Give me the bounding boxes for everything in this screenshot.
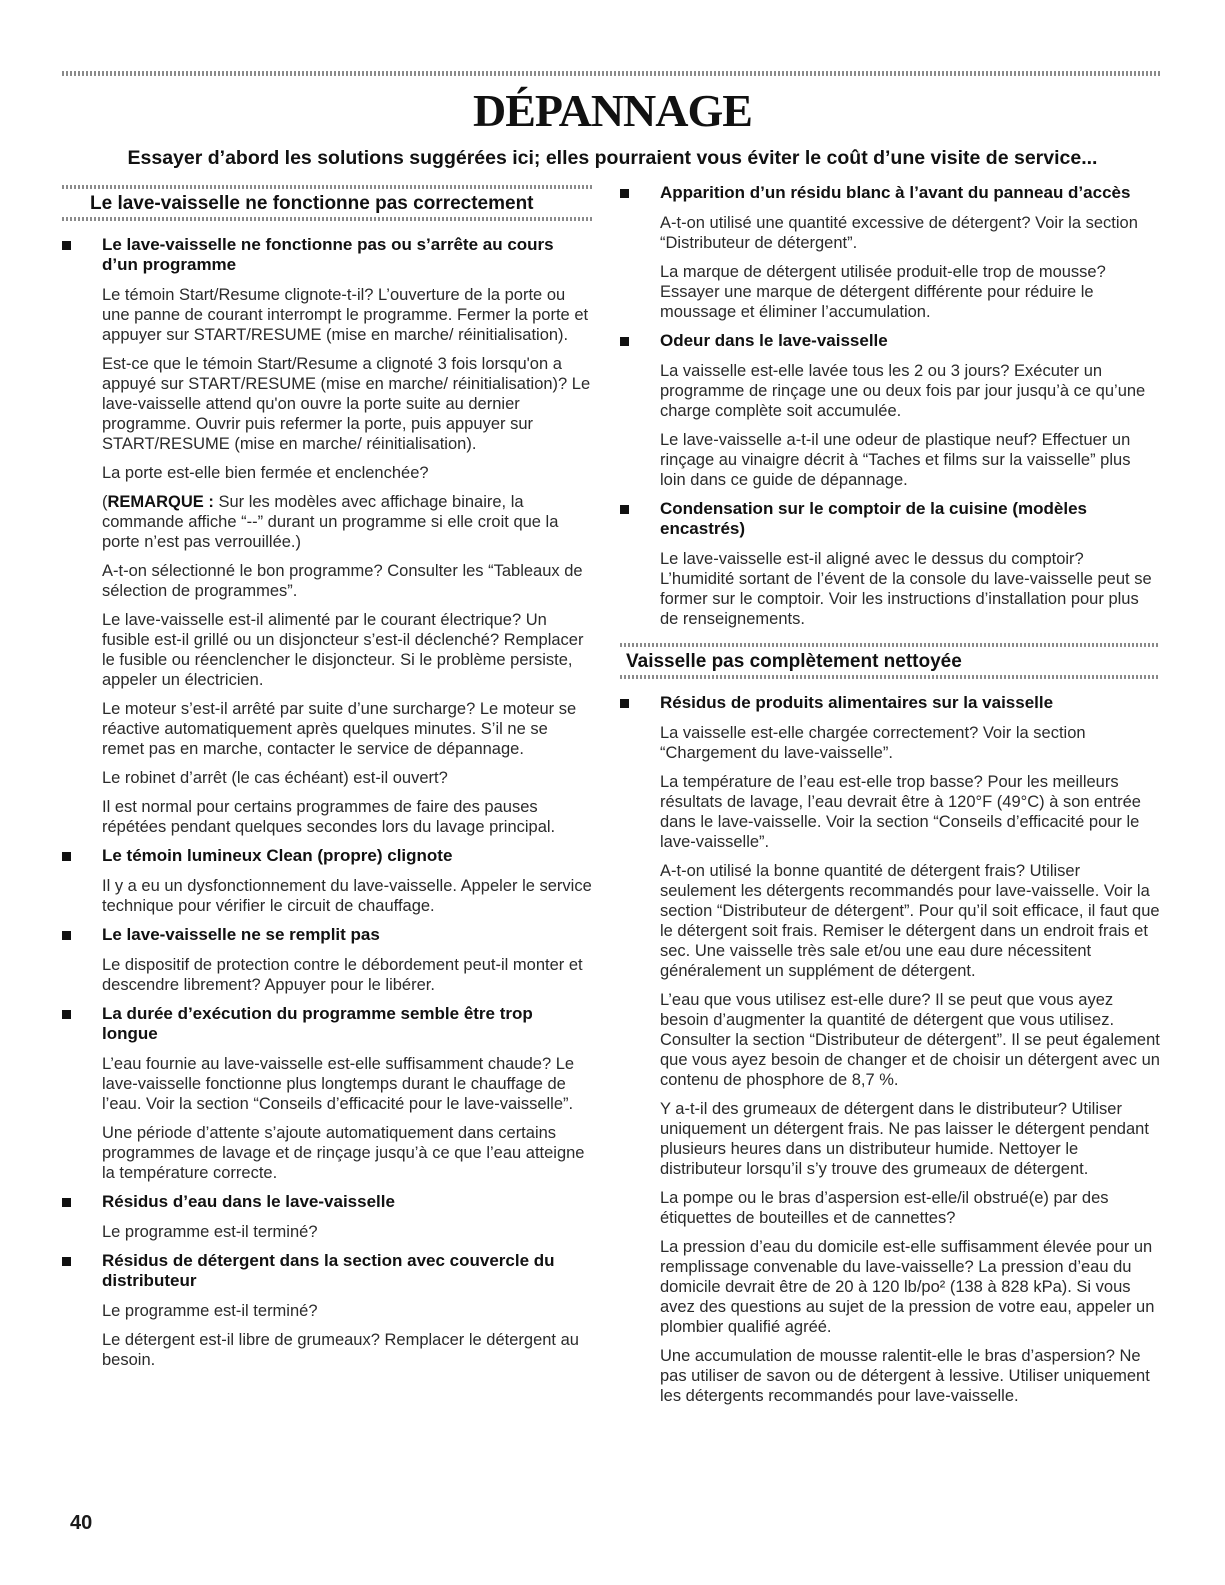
troubleshoot-item-clean-clignote — [62, 846, 592, 916]
item-paragraph: Y a-t-il des grumeaux de détergent dans le distributeur? Utiliser uniquement un détergent frais. Ne pas laisser le détergent pendant plusieurs heures dans un distributeur humide. Nettoyer le distributeur lorsqu’il s’y trouve des grumeaux de détergent. — [660, 1100, 1149, 1178]
troubleshoot-item-residu-blanc — [620, 183, 1160, 322]
item-title: Résidus de détergent dans la section avec couvercle du distributeur — [102, 1251, 555, 1290]
troubleshoot-item-residus-eau — [62, 1192, 592, 1242]
item-title: Résidus d’eau dans le lave-vaisselle — [102, 1192, 395, 1211]
item-paragraph: Une accumulation de mousse ralentit-elle le bras d’aspersion? Ne pas utiliser de savon ou de détergent à lessive. Utiliser uniquement les détergents recommandés pour lave-vaisselle. — [660, 1347, 1150, 1405]
item-paragraph: L’eau que vous utilisez est-elle dure? Il se peut que vous ayez besoin d’augmenter la quantité de détergent que vous utilisez. Consulter la section “Distributeur de détergent”. Il se peut également que vous ayez besoin de changer et de choisir un détergent avec un contenu de phosphore de 8,7 %. — [660, 991, 1160, 1089]
item-title: La durée d’exécution du programme semble être trop longue — [102, 1004, 533, 1043]
square-bullet-icon — [62, 931, 71, 940]
square-bullet-icon — [62, 241, 71, 250]
square-bullet-icon — [620, 505, 629, 514]
square-bullet-icon — [62, 1198, 71, 1207]
square-bullet-icon — [620, 337, 629, 346]
left-column — [62, 185, 592, 1379]
item-paragraph: Le lave-vaisselle a-t-il une odeur de plastique neuf? Effectuer un rinçage au vinaigre décrit à “Taches et films sur la vaisselle” plus loin dans ce guide de dépannage. — [660, 431, 1131, 489]
item-paragraph: La température de l’eau est-elle trop basse? Pour les meilleurs résultats de lavage, l’eau devrait être à 120°F (49°C) à son entrée dans le lave-vaisselle. Voir la section “Conseils d’efficacité pour le lave-vaisselle”. — [660, 773, 1141, 851]
item-paragraph: Est-ce que le témoin Start/Resume a clignoté 3 fois lorsqu'on a appuyé sur START/RESUME (mise en marche/ réinitialisation)? Le lave-vaisselle attend qu'on ouvre la porte suite au dernier programme. Ouvrir puis refermer la porte, puis appuyer sur START/RESUME (mise en marche/ réinitialisation). — [102, 355, 591, 453]
troubleshoot-item-odeur — [620, 331, 1160, 490]
square-bullet-icon — [620, 189, 629, 198]
item-paragraph: La vaisselle est-elle chargée correctement? Voir la section “Chargement du lave-vaisselle”. — [660, 724, 1086, 762]
page-number: 40 — [70, 1512, 93, 1534]
item-paragraph: Il est normal pour certains programmes de faire des pauses répétées pendant quelques secondes lors du lavage principal. — [102, 798, 556, 836]
right-column — [620, 183, 1160, 1415]
item-paragraph: Le lave-vaisselle est-il aligné avec le dessus du comptoir? L’humidité sortant de l’évent de la console du lave-vaisselle peut se former sur le comptoir. Voir les instructions d’installation pour plus de renseignements. — [660, 550, 1152, 628]
troubleshoot-item-residus-alimentaires — [620, 693, 1160, 1406]
troubleshoot-item-condensation — [620, 499, 1160, 629]
item-paragraph: Le dispositif de protection contre le débordement peut-il monter et descendre librement? Appuyer pour le libérer. — [102, 956, 583, 994]
item-paragraph: Le lave-vaisselle est-il alimenté par le courant électrique? Un fusible est-il grillé ou un disjoncteur s’est-il déclenché? Remplacer le fusible ou réenclencher le disjoncteur. Si le problème persiste, appeler un électricien. — [102, 611, 584, 689]
item-paragraph: A-t-on utilisé la bonne quantité de détergent frais? Utiliser seulement les détergents recommandés pour lave-vaisselle. Voir la section “Distributeur de détergent”. Pour qu’il soit efficace, il faut que le détergent soit frais. Remiser le détergent dans un endroit frais et sec. Une vaisselle très sale et/ou une eau dure nécessitent généralement un supplément de détergent. — [660, 862, 1160, 980]
top-dotted-rule — [62, 71, 1162, 76]
section-title: Vaisselle pas complètement nettoyée — [626, 651, 962, 672]
item-title: Condensation sur le comptoir de la cuisine (modèles encastrés) — [660, 499, 1087, 538]
item-paragraph: La marque de détergent utilisée produit-elle trop de mousse? Essayer une marque de détergent différente pour réduire le moussage et éliminer l’accumulation. — [660, 263, 1106, 321]
item-paragraph: L’eau fournie au lave-vaisselle est-elle suffisamment chaude? Le lave-vaisselle fonctionne plus longtemps durant le chauffage de l’eau. Voir la section “Conseils d’efficacité pour le lave-vaisselle”. — [102, 1055, 575, 1113]
item-title: Le lave-vaisselle ne fonctionne pas ou s’arrête au cours d’un programme — [102, 235, 554, 274]
item-title: Le lave-vaisselle ne se remplit pas — [102, 925, 380, 944]
section-rule-bottom — [620, 675, 1160, 679]
troubleshoot-item-arret-programme — [62, 235, 592, 837]
section-title: Le lave-vaisselle ne fonctionne pas correctement — [90, 193, 534, 214]
square-bullet-icon — [62, 1010, 71, 1019]
item-paragraph: La pression d’eau du domicile est-elle suffisamment élevée pour un remplissage convenable du lave-vaisselle? La pression d’eau du domicile devrait être de 20 à 120 lb/po² (138 à 828 kPa). Si vous avez des questions au sujet de la pression de votre eau, appeler un plombier qualifié agréé. — [660, 1238, 1155, 1336]
item-title: Odeur dans le lave-vaisselle — [660, 331, 888, 350]
section-heading-pas-nettoyee — [620, 643, 1160, 679]
section-rule-bottom — [62, 217, 592, 221]
item-title: Apparition d’un résidu blanc à l’avant du panneau d’accès — [660, 183, 1131, 202]
page-title: DÉPANNAGE — [473, 85, 752, 136]
square-bullet-icon — [620, 699, 629, 708]
troubleshoot-item-residus-detergent — [62, 1251, 592, 1370]
item-paragraph: Le témoin Start/Resume clignote-t-il? L’ouverture de la porte ou une panne de courant interrompt le programme. Fermer la porte et appuyer sur START/RESUME (mise en marche/ réinitialisation). — [102, 286, 589, 344]
item-title: Le témoin lumineux Clean (propre) clignote — [102, 846, 453, 865]
item-paragraph: La pompe ou le bras d’aspersion est-elle/il obstrué(e) par des étiquettes de bouteilles et de cannettes? — [660, 1189, 1109, 1227]
item-paragraph: La vaisselle est-elle lavée tous les 2 ou 3 jours? Exécuter un programme de rinçage une ou deux fois par jour jusqu’à ce qu’une charge complète soit accumulée. — [660, 362, 1146, 420]
item-paragraph: Le moteur s’est-il arrêté par suite d’une surcharge? Le moteur se réactive automatiquement après quelques minutes. S’il ne se remet pas en marche, contacter le service de dépannage. — [102, 700, 577, 758]
item-paragraph: A-t-on sélectionné le bon programme? Consulter les “Tableaux de sélection de programmes”. — [102, 562, 583, 600]
item-paragraph: Le programme est-il terminé? — [102, 1302, 318, 1320]
section-heading-ne-fonctionne-pas — [62, 185, 592, 221]
item-paragraph: Une période d’attente s’ajoute automatiquement dans certains programmes de lavage et de rinçage jusqu’à ce que l’eau atteigne la température correcte. — [102, 1124, 585, 1182]
item-paragraph: Le détergent est-il libre de grumeaux? Remplacer le détergent au besoin. — [102, 1331, 579, 1369]
square-bullet-icon — [62, 1257, 71, 1266]
page-subtitle: Essayer d’abord les solutions suggérées ici; elles pourraient vous éviter le coût d’une visite de service... — [127, 147, 1098, 169]
square-bullet-icon — [62, 852, 71, 861]
remarque-open-paren: ( — [102, 493, 108, 511]
item-paragraph: La porte est-elle bien fermée et enclenchée? — [102, 464, 429, 482]
item-paragraph: Le robinet d’arrêt (le cas échéant) est-il ouvert? — [102, 769, 448, 787]
troubleshoot-item-duree-longue — [62, 1004, 592, 1183]
remarque-label: REMARQUE : — [107, 493, 214, 511]
item-paragraph: A-t-on utilisé une quantité excessive de détergent? Voir la section “Distributeur de détergent”. — [660, 214, 1138, 252]
remarque-paragraph — [102, 492, 592, 552]
troubleshoot-item-ne-se-remplit-pas — [62, 925, 592, 995]
item-title: Résidus de produits alimentaires sur la vaisselle — [660, 693, 1054, 712]
item-paragraph: Il y a eu un dysfonctionnement du lave-vaisselle. Appeler le service technique pour vérifier le circuit de chauffage. — [102, 877, 592, 915]
remarque-text: Sur les modèles avec affichage binaire, la commande affiche “--” durant un programme si elle croit que la porte n’est pas verrouillée.) — [102, 493, 559, 551]
item-paragraph: Le programme est-il terminé? — [102, 1223, 318, 1241]
